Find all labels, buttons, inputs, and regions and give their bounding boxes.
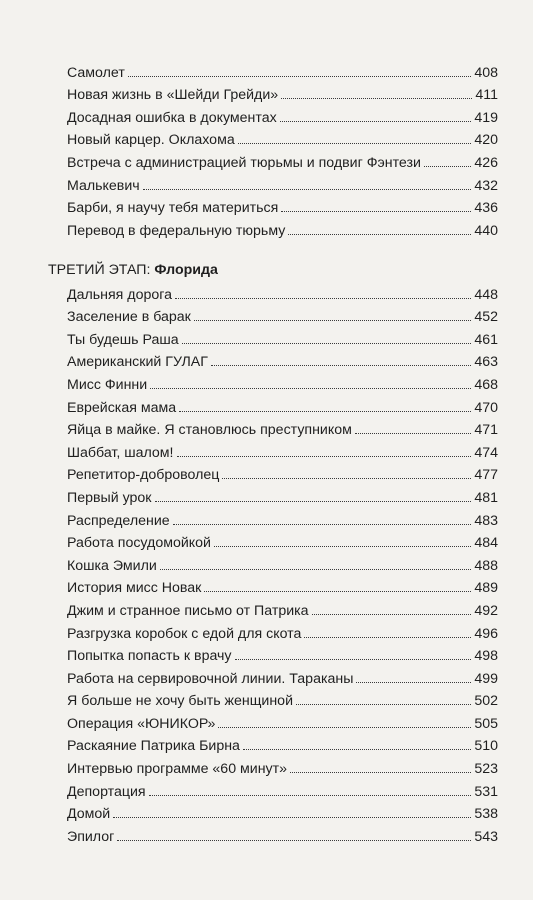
toc-entry-page: 489 (474, 580, 498, 597)
toc-entry-title: Барби, я научу тебя материться (67, 200, 279, 217)
dot-leader (113, 817, 471, 818)
section-heading (48, 262, 218, 278)
toc-entry (67, 148, 498, 171)
toc-entry-page: 470 (474, 399, 498, 416)
toc-entry-page: 468 (474, 376, 498, 393)
toc-entry-page: 543 (474, 828, 498, 845)
toc-entry-title: Раскаяние Патрика Бирна (67, 738, 240, 755)
toc-entry (67, 596, 498, 619)
toc-entry-title: Заселение в барак (67, 309, 191, 326)
toc-entry-page: 448 (474, 286, 498, 303)
toc-entry (67, 126, 498, 149)
toc-entry (67, 325, 498, 348)
dot-leader (173, 524, 472, 525)
toc-entry (67, 822, 498, 845)
toc-entry-page: 538 (474, 806, 498, 823)
toc-entry (67, 687, 498, 710)
dot-leader (117, 840, 471, 841)
toc-entry (67, 483, 498, 506)
toc-entry-title: Интервью программе «60 минут» (67, 761, 288, 778)
toc-entry (67, 777, 498, 800)
toc-entry-page: 440 (474, 222, 498, 239)
dot-leader (204, 591, 471, 592)
dot-leader (160, 569, 472, 570)
toc-entry-title: Мисс Финни (67, 376, 148, 393)
toc-entry-page: 426 (474, 154, 498, 171)
toc-entry-page: 523 (474, 761, 498, 778)
toc-entry-page: 498 (474, 648, 498, 665)
dot-leader (128, 76, 472, 77)
toc-entry-title: Работа на сервировочной линии. Тараканы (67, 670, 354, 687)
toc-entry-page: 483 (474, 512, 498, 529)
dot-leader (281, 98, 472, 99)
dot-leader (280, 121, 472, 122)
dot-leader (150, 388, 471, 389)
toc-entry (67, 709, 498, 732)
dot-leader (356, 682, 471, 683)
toc-entry-page: 461 (474, 331, 498, 348)
toc-entry-title: Перевод в федеральную тюрьму (67, 222, 286, 239)
toc-entry-title: Разгрузка коробок с едой для скота (67, 625, 302, 642)
dot-leader (312, 614, 472, 615)
dot-leader (218, 727, 471, 728)
toc-entry-page: 505 (474, 715, 498, 732)
dot-leader (235, 659, 472, 660)
dot-leader (281, 211, 471, 212)
dot-leader (238, 143, 472, 144)
toc-entry-title: Шаббат, шалом! (67, 444, 174, 461)
toc-entry (67, 303, 498, 326)
dot-leader (211, 365, 471, 366)
toc-entry-page: 477 (474, 467, 498, 484)
toc-entry-page: 496 (474, 625, 498, 642)
dot-leader (149, 795, 472, 796)
toc-entry-title: Я больше не хочу быть женщиной (67, 693, 294, 710)
toc-entry-title: Кошка Эмили (67, 557, 157, 574)
toc-entry-title: Встреча с администрацией тюрьмы и подвиг Фэнтези (67, 154, 421, 171)
toc-entry-page: 531 (474, 783, 498, 800)
toc-entry-title: Новый карцер. Оклахома (67, 132, 235, 149)
toc-entry-title: Распределение (67, 512, 170, 529)
toc-entry (67, 348, 498, 371)
dot-leader (179, 411, 471, 412)
toc-entry (67, 370, 498, 393)
toc-entry (67, 642, 498, 665)
toc-entry-page: 488 (474, 557, 498, 574)
toc-entry (67, 754, 498, 777)
dot-leader (182, 343, 472, 344)
toc-entry-title: Малькевич (67, 177, 140, 194)
toc-entry (67, 800, 498, 823)
toc-entry (67, 280, 498, 303)
dot-leader (175, 298, 471, 299)
toc-entry-page: 463 (474, 354, 498, 371)
toc-entry-page: 492 (474, 602, 498, 619)
toc-entry (67, 732, 498, 755)
dot-leader (155, 501, 472, 502)
toc-entry (67, 438, 498, 461)
toc-entry-title: История мисс Новак (67, 580, 202, 597)
dot-leader (288, 234, 471, 235)
toc-entry (67, 619, 498, 642)
toc-entry (67, 416, 498, 439)
toc-entry-page: 510 (474, 738, 498, 755)
toc-list-part-two (67, 280, 498, 845)
toc-entry-title: Еврейская мама (67, 399, 177, 416)
toc-entry-title: Ты будешь Раша (67, 331, 179, 348)
toc-entry-page: 432 (474, 177, 498, 194)
toc-entry-page: 474 (474, 444, 498, 461)
dot-leader (177, 456, 472, 457)
toc-entry-title: Первый урок (67, 489, 152, 506)
toc-entry-title: Операция «ЮНИКОР» (67, 715, 216, 732)
toc-entry-title: Попытка попасть к врачу (67, 648, 232, 665)
dot-leader (243, 749, 471, 750)
toc-list-part-one (67, 58, 498, 239)
dot-leader (304, 637, 471, 638)
toc-entry-title: Самолет (67, 64, 125, 81)
toc-entry-page: 411 (475, 87, 498, 104)
toc-entry-page: 420 (474, 132, 498, 149)
toc-entry (67, 529, 498, 552)
dot-leader (194, 320, 471, 321)
toc-entry-title: Джим и странное письмо от Патрика (67, 602, 309, 619)
toc-entry (67, 81, 498, 104)
toc-entry-title: Американский ГУЛАГ (67, 354, 208, 371)
toc-entry (67, 664, 498, 687)
toc-entry-page: 436 (474, 200, 498, 217)
dot-leader (355, 433, 471, 434)
dot-leader (143, 189, 472, 190)
toc-entry (67, 216, 498, 239)
dot-leader (424, 166, 471, 167)
toc-entry-page: 502 (474, 693, 498, 710)
toc-entry-title: Депортация (67, 783, 146, 800)
toc-entry-title: Репетитор-доброволец (67, 467, 220, 484)
toc-entry-title: Работа посудомойкой (67, 535, 211, 552)
toc-entry-title: Эпилог (67, 828, 115, 845)
toc-entry (67, 551, 498, 574)
dot-leader (214, 546, 471, 547)
toc-entry-title: Досадная ошибка в документах (67, 109, 277, 126)
toc-entry (67, 58, 498, 81)
toc-entry-page: 499 (474, 670, 498, 687)
toc-entry (67, 506, 498, 529)
toc-entry-page: 481 (474, 489, 498, 506)
toc-entry (67, 103, 498, 126)
toc-entry-page: 408 (474, 64, 498, 81)
toc-entry-page: 471 (474, 422, 498, 439)
toc-entry (67, 574, 498, 597)
toc-entry-page: 419 (474, 109, 498, 126)
toc-entry-title: Яйца в майке. Я становлюсь преступником (67, 422, 352, 439)
toc-entry-page: 484 (474, 535, 498, 552)
dot-leader (222, 478, 471, 479)
toc-entry-page: 452 (474, 309, 498, 326)
toc-entry-title: Новая жизнь в «Шейди Грейди» (67, 87, 279, 104)
dot-leader (296, 704, 471, 705)
section-part-label: ТРЕТИЙ ЭТАП: (48, 262, 151, 278)
toc-entry-title: Дальняя дорога (67, 286, 173, 303)
dot-leader (290, 772, 471, 773)
toc-entry-title: Домой (67, 806, 111, 823)
toc-entry (67, 194, 498, 217)
toc-entry (67, 393, 498, 416)
toc-entry (67, 171, 498, 194)
section-place-label: Флорида (154, 262, 218, 278)
toc-entry (67, 461, 498, 484)
